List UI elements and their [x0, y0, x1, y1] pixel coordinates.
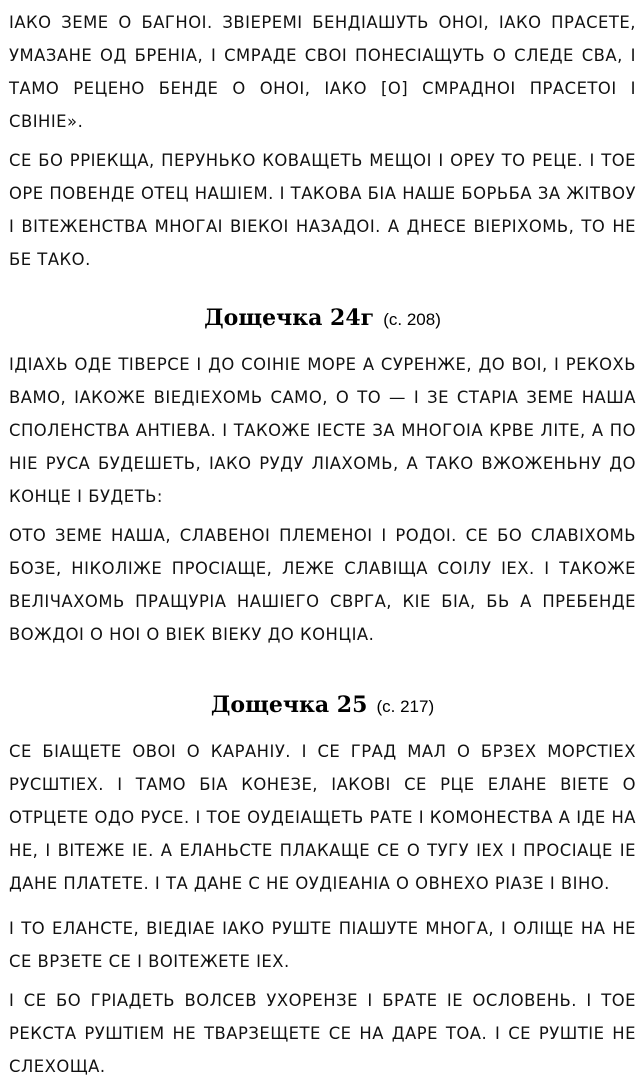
paragraph: І ТО ЕЛАНСТЕ, ВІЕДІАЕ ІАКО РУШТЕ ПІАШУТЕ МНОГА, І ОЛІЩЕ НА НЕ СЕ ВРЗЕТЕ СЕ І ВОІТЕЖЕТЕ ІЕХ.: [9, 919, 636, 971]
paragraph: СЕ БІАЩЕТЕ ОВОІ О КАРАНІУ. І СЕ ГРАД МАЛ О БРЗЕХ МОРСТІЕХ РУСШТІЕХ. І ТАМО БІА КОНЕЗЕ, ІАКОВІ СЕ РЦЕ ЕЛАНЕ ВІЕТЕ О ОТРЦЕТЕ ОДО РУСЕ. І ТОЕ ОУДЕІАЩЕТЬ РАТЕ І КОМОНЕСТВА А ІДЕ НА НЕ, І ВІТЕЖЕ ІЕ. А ЕЛАНЬСТЕ ПЛАКАЩЕ СЕ О ТУГУ ІЕХ І ПРОСІАЦЕ ІЕ ДАНЕ ПЛАТЕТЕ. І ТА ДАНЕ С НЕ ОУДІЕАНІА О ОВНЕХО РІАЗЕ І ВІНО.: [9, 742, 636, 893]
section-title: Дощечка 24г: [204, 305, 375, 331]
paragraph: ІАКО ЗЕМЕ О БАГНОІ. ЗВІЕРЕМІ БЕНДІАШУТЬ ОНОІ, ІАКО ПРАСЕТЕ, УМАЗАНЕ ОД БРЕНІА, І СМРАДЕ СВОІ ПОНЕСІАЩУТЬ О СЛЕДЕ СВА, І ТАМО РЕЦЕНО БЕНДЕ О ОНОІ, ІАКО [О] СМРАДНОІ ПРАСЕТОІ І СВІНІЕ».: [9, 13, 636, 131]
page-reference: (с. 208): [383, 310, 441, 329]
section-title: Дощечка 25: [210, 692, 368, 718]
paragraph: І СЕ БО ГРІАДЕТЬ ВОЛСЕВ УХОРЕНЗЕ І БРАТЕ ІЕ ОСЛОВЕНЬ. І ТОЕ РЕКСТА РУШТІЕМ НЕ ТВАРЗЕЩЕТЕ СЕ НА ДАРЕ ТОА. І СЕ РУШТІЕ НЕ СЛЕХОЩА.: [9, 991, 636, 1076]
paragraph: ІДІАХЬ ОДЕ ТІВЕРСЕ І ДО СОІНІЕ МОРЕ А СУРЕНЖЕ, ДО ВОІ, І РЕКОХЬ ВАМО, ІАКОЖЕ ВІЕДІЕХОМЬ САМО, О ТО — І ЗЕ СТАРІА ЗЕМЕ НАША СПОЛЕНСТВА АНТІЕВА. І ТАКОЖЕ ІЕСТЕ ЗА МНОГОІА КРВЕ ЛІТЕ, А ПО НІЕ РУСА БУДЕШЕТЬ, ІАКО РУДУ ЛІАХОМЬ, А ТАКО ВЖОЖЕНЬНУ ДО КОНЦЕ І БУДЕТЬ:: [9, 355, 636, 506]
paragraph: ОТО ЗЕМЕ НАША, СЛАВЕНОІ ПЛЕМЕНОІ І РОДОІ. СЕ БО СЛАВІХОМЬ БОЗЕ, НІКОЛІЖЕ ПРОСІАЩЕ, ЛЕЖЕ СЛАВІЩА СОІЛУ ІЕХ. І ТАКОЖЕ ВЕЛІЧАХОМЬ ПРАЩУРІА НАШІЕГО СВРГА, КІЕ БІА, БЬ А ПРЕБЕНДЕ ВОЖДОІ О НОІ О ВІЕК ВІЕКУ ДО КОНЦІА.: [9, 526, 636, 644]
section-heading: [9, 298, 636, 338]
section-heading: [9, 685, 636, 725]
paragraph: СЕ БО РРІЕКЩА, ПЕРУНЬКО КОВАЩЕТЬ МЕЩОІ І ОРЕУ ТО РЕЦЕ. І ТОЕ ОРЕ ПОВЕНДЕ ОТЕЦ НАШІЕМ. І ТАКОВА БІА НАШЕ БОРЬБА ЗА ЖІТВОУ І ВІТЕЖЕНСТВА МНОГАІ ВІЕКОІ НАЗАДОІ. А ДНЕСЕ ВІЕРІХОМЬ, ТО НЕ БЕ ТАКО.: [9, 151, 636, 269]
page-reference: (с. 217): [376, 697, 435, 716]
